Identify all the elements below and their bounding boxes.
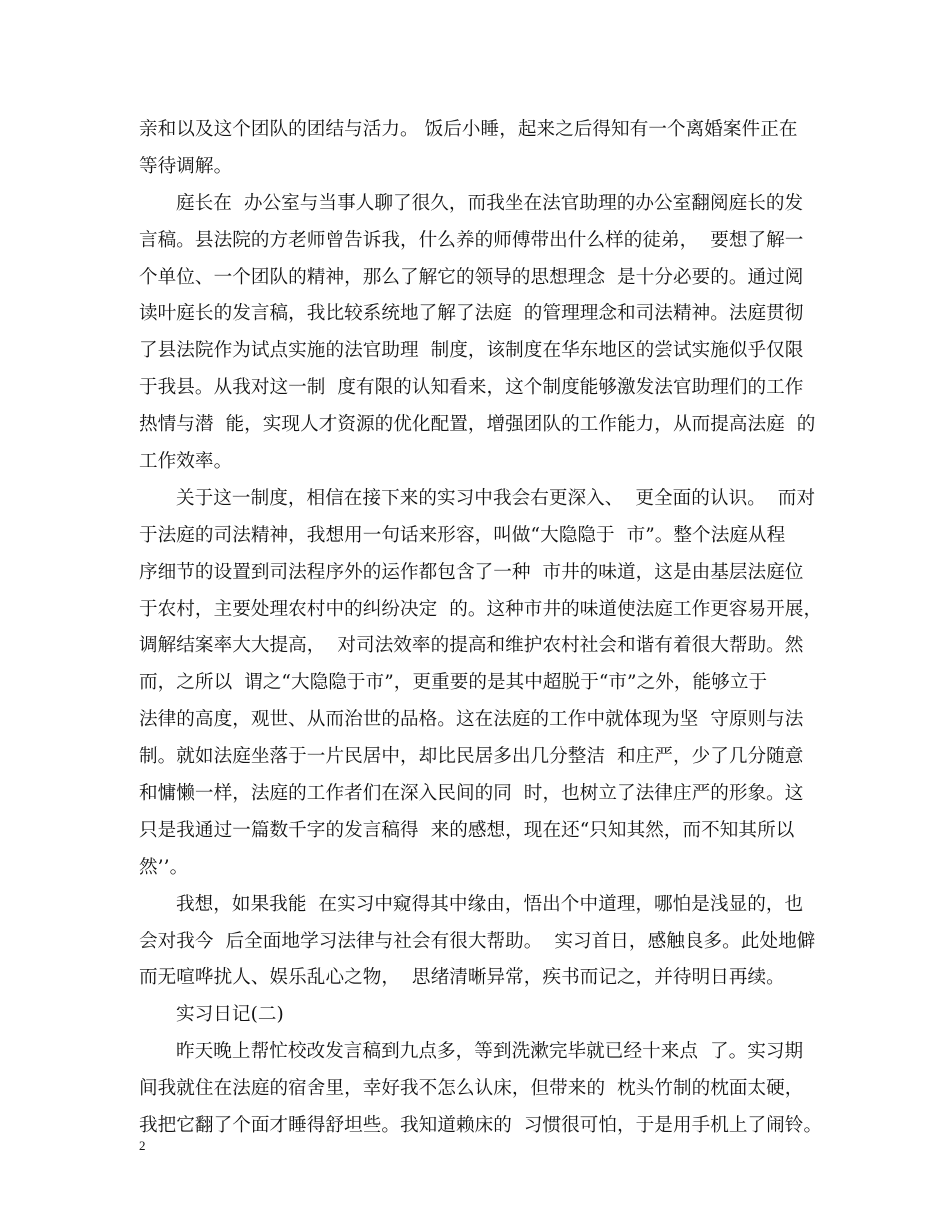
text-line: 工作效率。 <box>139 451 233 473</box>
text-line: 亲和以及这个团队的团结与活力。 饭后小睡，起来之后得知有一个离婚案件正在 <box>139 119 798 140</box>
text-line: 而，之所以 谓之“大隐隐于市”，更重要的是其中超脱于“市”之外，能够立于 <box>139 672 768 694</box>
text-line: 会对我今 后全面地学习法律与社会有很大帮助。 实习首日，感触良多。此处地僻 <box>139 930 816 952</box>
text-line: 言稿。县法院的方老师曾告诉我，什么养的师傅带出什么样的徒弟， 要想了解一 <box>139 229 804 251</box>
paragraph-start-line: 庭长在 办公室与当事人聊了很久，而我坐在法官助理的办公室翻阅庭长的发 <box>176 192 804 214</box>
text-line: 而无喧哗扰人、娱乐乱心之物， 思绪清晰异常，疾书而记之，并待明日再续。 <box>139 967 785 989</box>
section-heading: 实习日记(二) <box>176 1004 284 1026</box>
text-line: 制。就如法庭坐落于一片民居中，却比民居多出几分整洁 和庄严，少了几分随意 <box>139 746 804 768</box>
paragraph-start-line: 关于这一制度，相信在接下来的实习中我会右更深入、 更全面的认识。 而对 <box>176 487 816 509</box>
text-line: 只是我通过一篇数千字的发言稿得 来的感想，现在还“只知其然，而不知其所以 <box>139 819 795 841</box>
text-line: 然’’。 <box>139 856 189 878</box>
text-line: 等待调解。 <box>139 155 233 177</box>
text-line: 和慵懒一样，法庭的工作者们在深入民间的同 时，也树立了法律庄严的形象。这 <box>139 783 804 805</box>
text-line: 序细节的设置到司法程序外的运作都包含了一种 市井的味道，这是由基层法庭位 <box>139 561 804 583</box>
text-line: 热情与潜 能，实现人才资源的优化配置，增强团队的工作能力，从而提高法庭 的 <box>139 414 816 436</box>
paragraph-start-line: 昨天晚上帮忙校改发言稿到九点多，等到洗漱完毕就已经十来点 了。实习期 <box>176 1041 804 1063</box>
text-line: 个单位、一个团队的精神，那么了解它的领导的思想理念 是十分必要的。通过阅 <box>139 266 804 288</box>
text-line: 法律的高度，观世、从而治世的品格。这在法庭的工作中就体现为坚 守原则与法 <box>139 709 804 731</box>
text-line: 间我就住在法庭的宿舍里，幸好我不怎么认床，但带来的 枕头竹制的枕面太硬， <box>139 1078 804 1100</box>
page-number: 2 <box>139 1138 146 1153</box>
text-line: 于我县。从我对这一制 度有限的认知看来，这个制度能够激发法官助理们的工作 <box>139 377 804 399</box>
text-line: 于法庭的司法精神，我想用一句话来形容，叫做“大隐隐于 市”。整个法庭从程 <box>139 524 786 546</box>
text-line: 于农村，主要处理农村中的纠纷决定 的。这种市井的味道使法庭工作更容易开展， <box>139 598 823 620</box>
body-text <box>139 112 823 1145</box>
text-line: 调解结案率大大提高， 对司法效率的提高和维护农村社会和谐有着很大帮助。然 <box>139 635 804 657</box>
text-line: 了县法院作为试点实施的法官助理 制度，该制度在华东地区的尝试实施似乎仅限 <box>139 340 804 362</box>
text-line: 我把它翻了个面才睡得舒坦些。我知道赖床的 习惯很可怕，于是用手机上了闹铃。 <box>139 1115 823 1137</box>
text-line: 读叶庭长的发言稿，我比较系统地了解了法庭 的管理理念和司法精神。法庭贯彻 <box>139 303 804 325</box>
paragraph-start-line: 我想，如果我能 在实习中窥得其中缘由，悟出个中道理，哪怕是浅显的，也 <box>176 893 804 915</box>
